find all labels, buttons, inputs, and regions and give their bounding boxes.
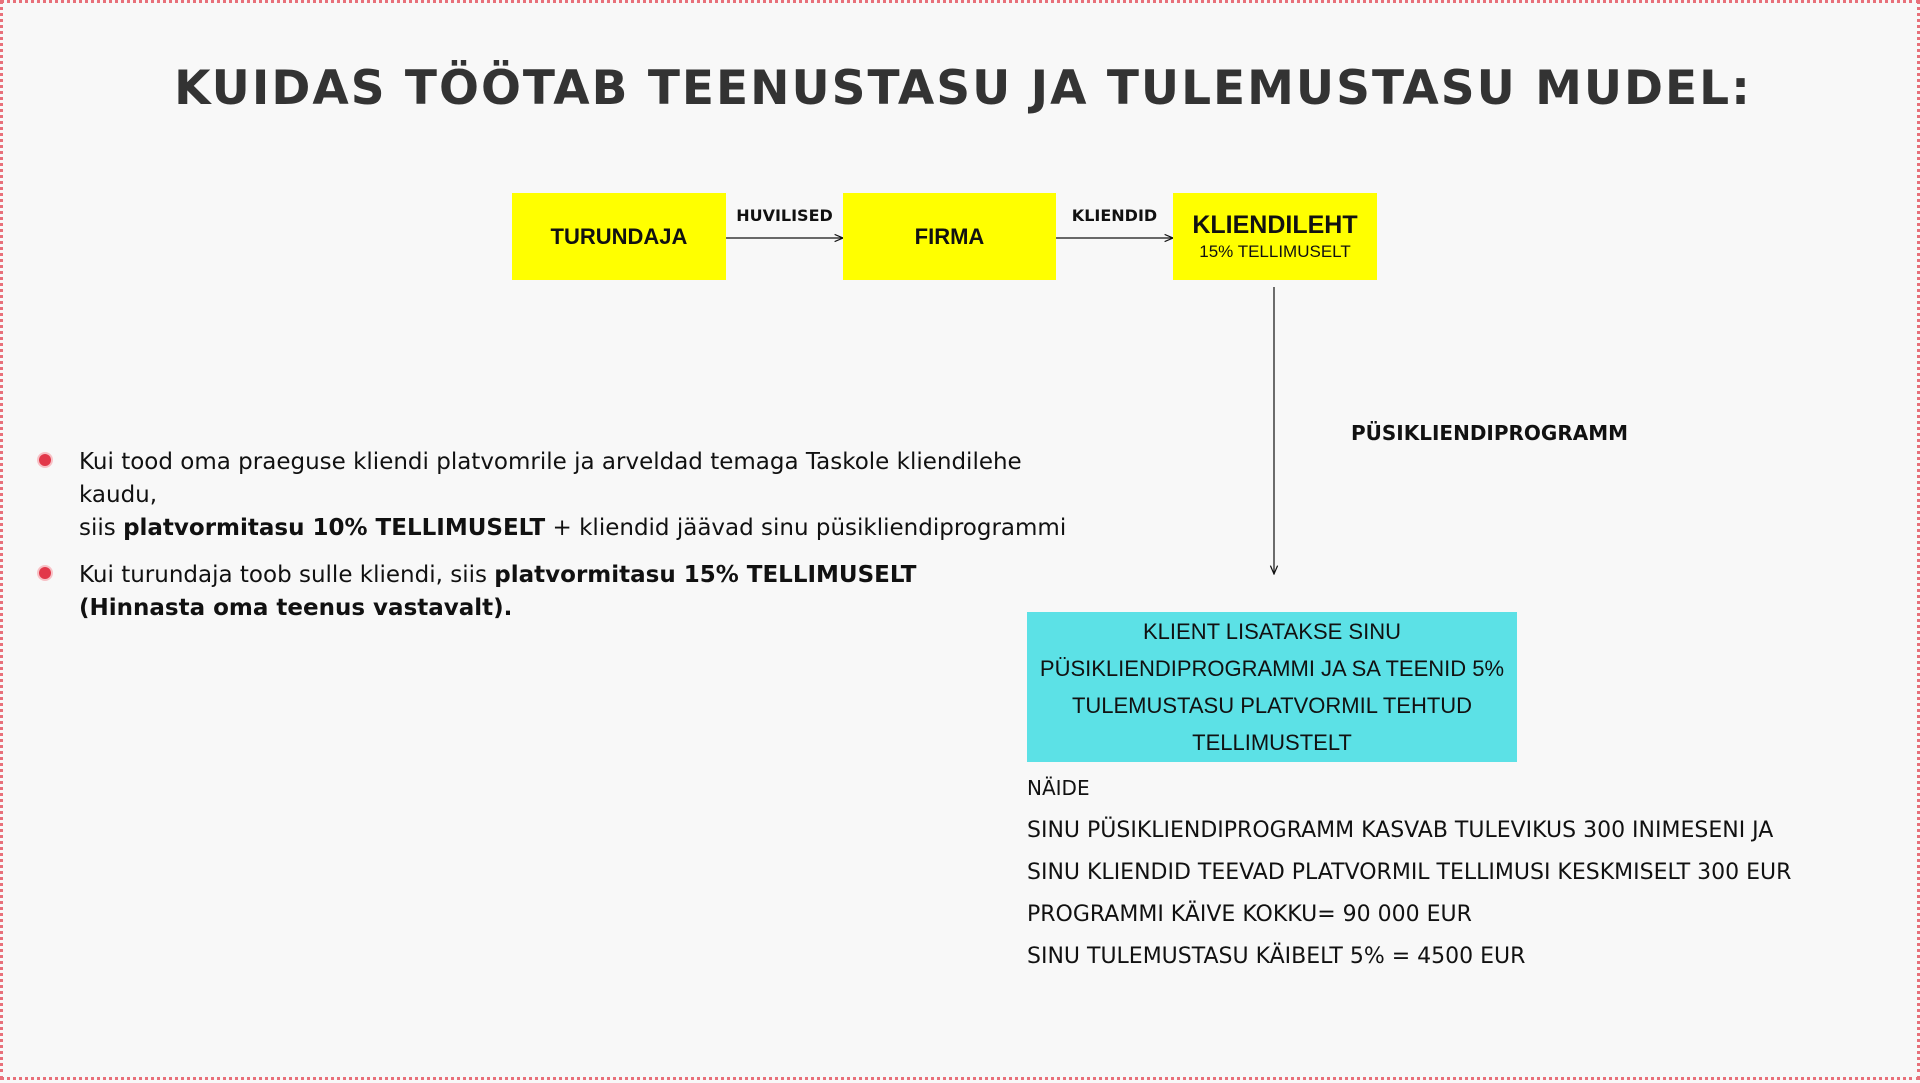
box-turundaja-label: TURUNDAJA (550, 223, 688, 249)
box-turundaja (512, 193, 726, 280)
bullet-item-1 (39, 446, 1089, 545)
bullet-2-pre: Kui turundaja toob sulle kliendi, siis (79, 562, 495, 588)
result-box-text: KLIENT LISATAKSE SINU PÜSIKLIENDIPROGRAMMI JA SA TEENID 5% TULEMUSTASU PLATVORMIL TEHTUD TELLIMUSTELT (1039, 619, 1505, 755)
box-firma-label: FIRMA (914, 223, 985, 249)
result-box (1027, 612, 1517, 762)
loyalty-program-label: PÜSIKLIENDIPROGRAMM (1351, 421, 1629, 445)
example-section (1027, 776, 1907, 978)
page-title: KUIDAS TÖÖTAB TEENUSTASU JA TULEMUSTASU MUDEL: (174, 61, 1752, 116)
box-kliendileht-title: KLIENDILEHT (1192, 211, 1358, 239)
example-line: SINU PÜSIKLIENDIPROGRAMM KASVAB TULEVIKUS 300 INIMESENI JA (1027, 818, 1774, 843)
bullet-1-bold: platvormitasu 10% TELLIMUSELT (123, 515, 546, 541)
bullet-2-bold: platvormitasu 15% TELLIMUSELT (494, 562, 917, 588)
bullet-1-line1: Kui tood oma praeguse kliendi platvomrile ja arveldad temaga Taskole kliendilehe kaudu, (79, 449, 1022, 508)
arrow-huvilised-label: HUVILISED (736, 206, 833, 225)
bullet-1-post: + kliendid jäävad sinu püsikliendiprogrammi (545, 515, 1067, 541)
example-line: PROGRAMMI KÄIVE KOKKU= 90 000 EUR (1027, 902, 1472, 927)
example-line: SINU KLIENDID TEEVAD PLATVORMIL TELLIMUSI KESKMISELT 300 EUR (1027, 860, 1792, 885)
arrow-kliendid-label: KLIENDID (1071, 206, 1158, 225)
bullet-text-2 (79, 559, 1089, 625)
example-heading: NÄIDE (1027, 776, 1090, 800)
bullet-text-1 (79, 446, 1089, 545)
bullet-item-2 (39, 559, 1089, 625)
box-kliendileht (1173, 193, 1377, 280)
bullet-1-pre: siis (79, 515, 124, 541)
box-firma (843, 193, 1056, 280)
bullet-dot-icon (39, 454, 51, 466)
bullet-dot-icon (39, 567, 51, 579)
bullet-2-bold-line2: (Hinnasta oma teenus vastavalt). (79, 595, 513, 621)
box-kliendileht-sub: 15% TELLIMUSELT (1199, 242, 1351, 261)
example-line: SINU TULEMUSTASU KÄIBELT 5% = 4500 EUR (1027, 944, 1526, 969)
